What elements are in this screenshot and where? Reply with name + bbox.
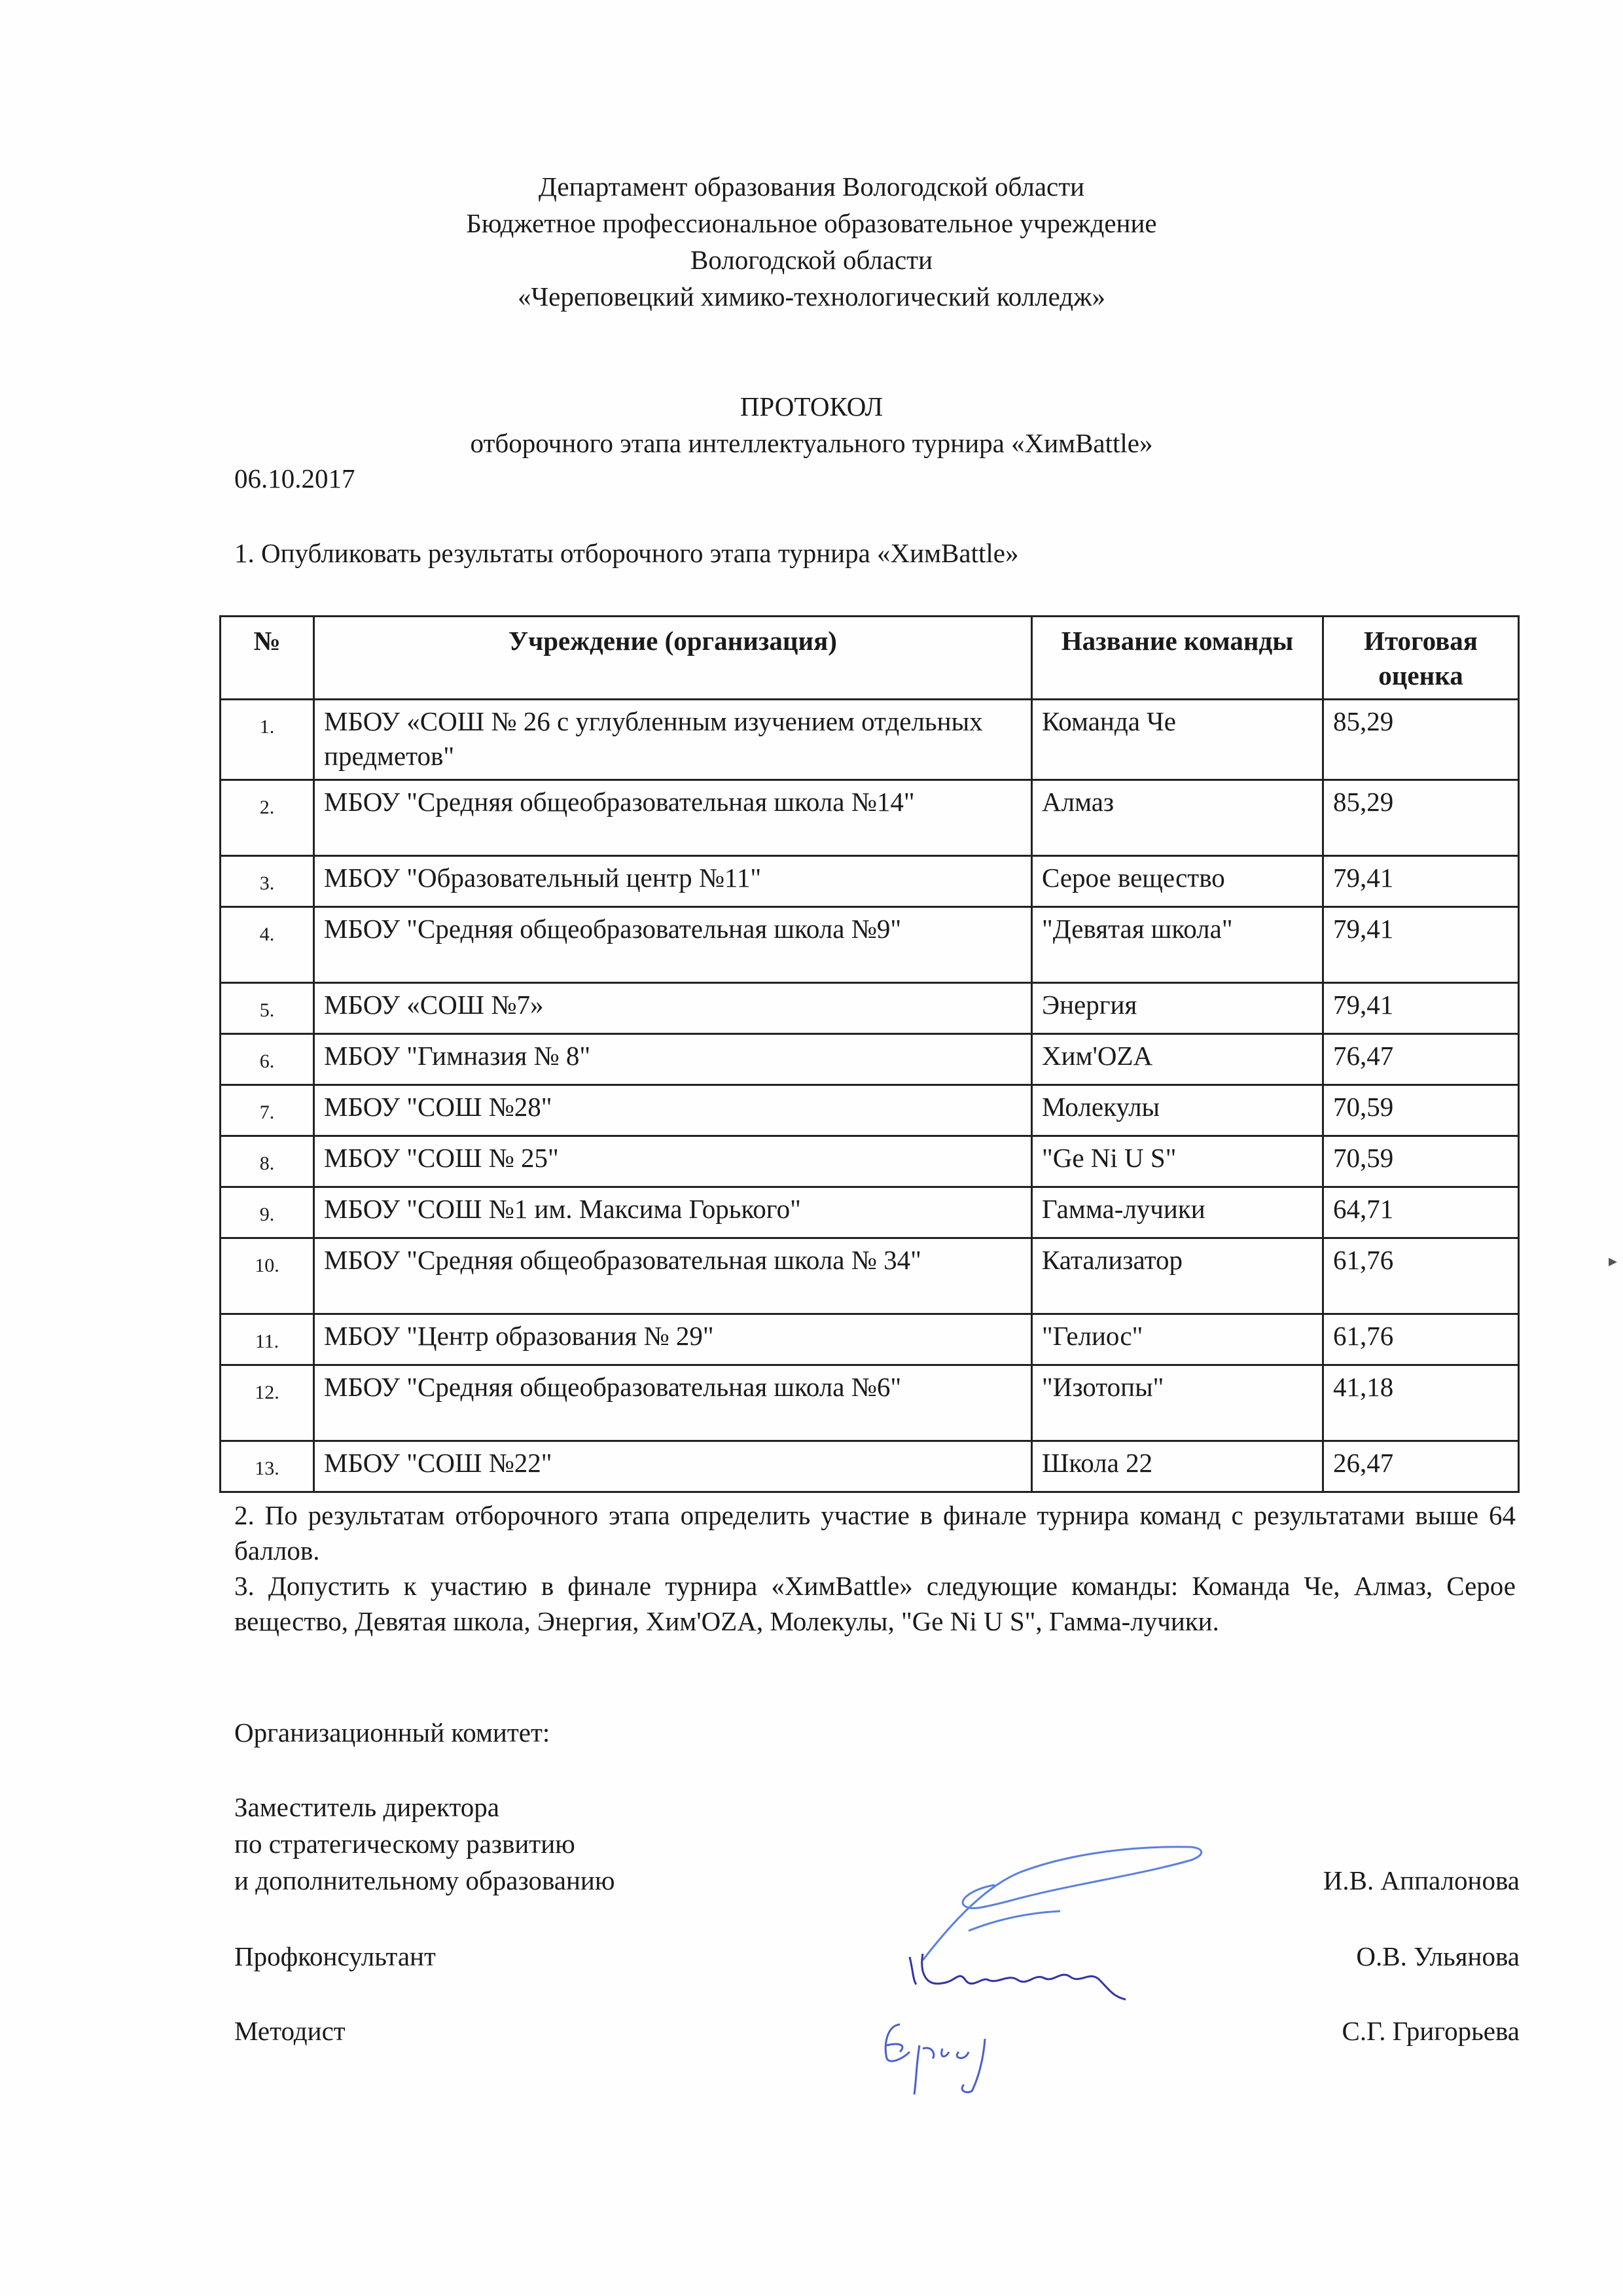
row-number: 3. [221,856,314,907]
row-score: 41,18 [1323,1365,1519,1441]
row-number: 6. [221,1034,314,1085]
row-score: 26,47 [1323,1441,1519,1492]
row-number: 5. [221,983,314,1034]
table-row [221,856,1519,907]
deputy-name: И.В. Аппалонова [1323,1865,1520,1895]
table-row [221,907,1519,983]
row-team: "Девятая школа" [1032,907,1323,983]
row-number: 2. [221,780,314,856]
row-score: 70,59 [1323,1085,1519,1136]
row-team: Молекулы [1032,1085,1323,1136]
table-row [221,1034,1519,1085]
document-subtitle: отборочного этапа интеллектуального турнира «ХимBattle» [470,428,1153,458]
row-number: 10. [221,1238,314,1314]
table-row [221,1441,1519,1492]
row-organization: МБОУ "Средняя общеобразовательная школа №14" [314,780,1032,856]
deputy-role-line2: по стратегическому развитию [234,1829,575,1859]
row-score: 85,29 [1323,780,1519,856]
table-row [221,1085,1519,1136]
row-score: 61,76 [1323,1238,1519,1314]
row-score: 79,41 [1323,856,1519,907]
scan-mark: ▸ [1609,1251,1618,1270]
row-score: 61,76 [1323,1314,1519,1365]
signature-grigorieva-icon [874,2019,1031,2098]
row-number: 7. [221,1085,314,1136]
row-score: 64,71 [1323,1187,1519,1238]
row-organization: МБОУ "Образовательный центр №11" [314,856,1032,907]
row-organization: МБОУ "Гимназия № 8" [314,1034,1032,1085]
row-organization: МБОУ "Центр образования № 29" [314,1314,1032,1365]
row-number: 13. [221,1441,314,1492]
row-number: 9. [221,1187,314,1238]
row-organization: МБОУ "Средняя общеобразовательная школа №9" [314,907,1032,983]
row-team: Серое вещество [1032,856,1323,907]
row-score: 70,59 [1323,1136,1519,1187]
row-number: 4. [221,907,314,983]
row-organization: МБОУ "СОШ №28" [314,1085,1032,1136]
row-score: 79,41 [1323,907,1519,983]
row-organization: МБОУ "Средняя общеобразовательная школа №6" [314,1365,1032,1441]
item-1-text: 1. Опубликовать результаты отборочного этапа турнира «ХимBattle» [234,538,1019,568]
row-team: "Изотопы" [1032,1365,1323,1441]
row-organization: МБОУ "СОШ №22" [314,1441,1032,1492]
row-number: 11. [221,1314,314,1365]
header-department: Департамент образования Вологодской области [538,171,1085,202]
consultant-name: О.В. Ульянова [1356,1941,1520,1971]
table-row [221,780,1519,856]
document-date: 06.10.2017 [234,463,355,493]
committee-label: Организационный комитет: [234,1717,550,1748]
table-row [221,1187,1519,1238]
row-organization: МБОУ «СОШ № 26 с углубленным изучением отдельных предметов" [314,700,1032,780]
header-region: Вологодской области [690,245,933,275]
deputy-role-line3: и дополнительному образованию [234,1865,615,1895]
deputy-role-line1: Заместитель директора [234,1792,499,1822]
table-row [221,1365,1519,1441]
row-team: Катализатор [1032,1238,1323,1314]
column-header-organization: Учреждение (организация) [314,617,1032,700]
row-organization: МБОУ "Средняя общеобразовательная школа № 34" [314,1238,1032,1314]
consultant-role: Профконсультант [234,1941,436,1971]
table-row [221,1314,1519,1365]
row-score: 85,29 [1323,700,1519,780]
table-header-row [221,617,1519,700]
row-score: 79,41 [1323,983,1519,1034]
row-team: Алмаз [1032,780,1323,856]
row-team: Школа 22 [1032,1441,1323,1492]
row-team: "Гелиос" [1032,1314,1323,1365]
row-number: 12. [221,1365,314,1441]
item-3-text: 3. Допустить к участию в финале турнира «ХимBattle» следующие команды: Команда Че, Алмаз, Серое вещество, Девятая школа, Энергия, Хим'OZA, Молекулы, "Ge Ni U S", Гамма-лучики. [234,1571,1516,1636]
item-2-text: 2. По результатам отборочного этапа определить участие в финале турнира команд с результатами выше 64 баллов. [234,1500,1516,1566]
row-organization: МБОУ «СОШ №7» [314,983,1032,1034]
row-team: Энергия [1032,983,1323,1034]
table-row [221,700,1519,780]
row-team: Хим'OZA [1032,1034,1323,1085]
row-number: 8. [221,1136,314,1187]
column-header-score: Итоговая оценка [1323,617,1519,700]
row-organization: МБОУ "СОШ № 25" [314,1136,1032,1187]
results-table [219,615,1520,1493]
table-row [221,1136,1519,1187]
signature-ulyanova-icon [903,1944,1139,2003]
column-header-team: Название команды [1032,617,1323,700]
column-header-number: № [221,617,314,700]
methodist-name: С.Г. Григорьева [1342,2016,1520,2046]
row-team: "Ge Ni U S" [1032,1136,1323,1187]
row-score: 76,47 [1323,1034,1519,1085]
header-institution-type: Бюджетное профессиональное образовательное учреждение [466,208,1157,238]
table-row [221,1238,1519,1314]
header-college-name: «Череповецкий химико-технологический колледж» [518,281,1105,312]
row-team: Гамма-лучики [1032,1187,1323,1238]
methodist-role: Методист [234,2016,346,2046]
row-number: 1. [221,700,314,780]
document-title: ПРОТОКОЛ [740,391,883,422]
table-row [221,983,1519,1034]
row-team: Команда Че [1032,700,1323,780]
row-organization: МБОУ "СОШ №1 им. Максима Горького" [314,1187,1032,1238]
